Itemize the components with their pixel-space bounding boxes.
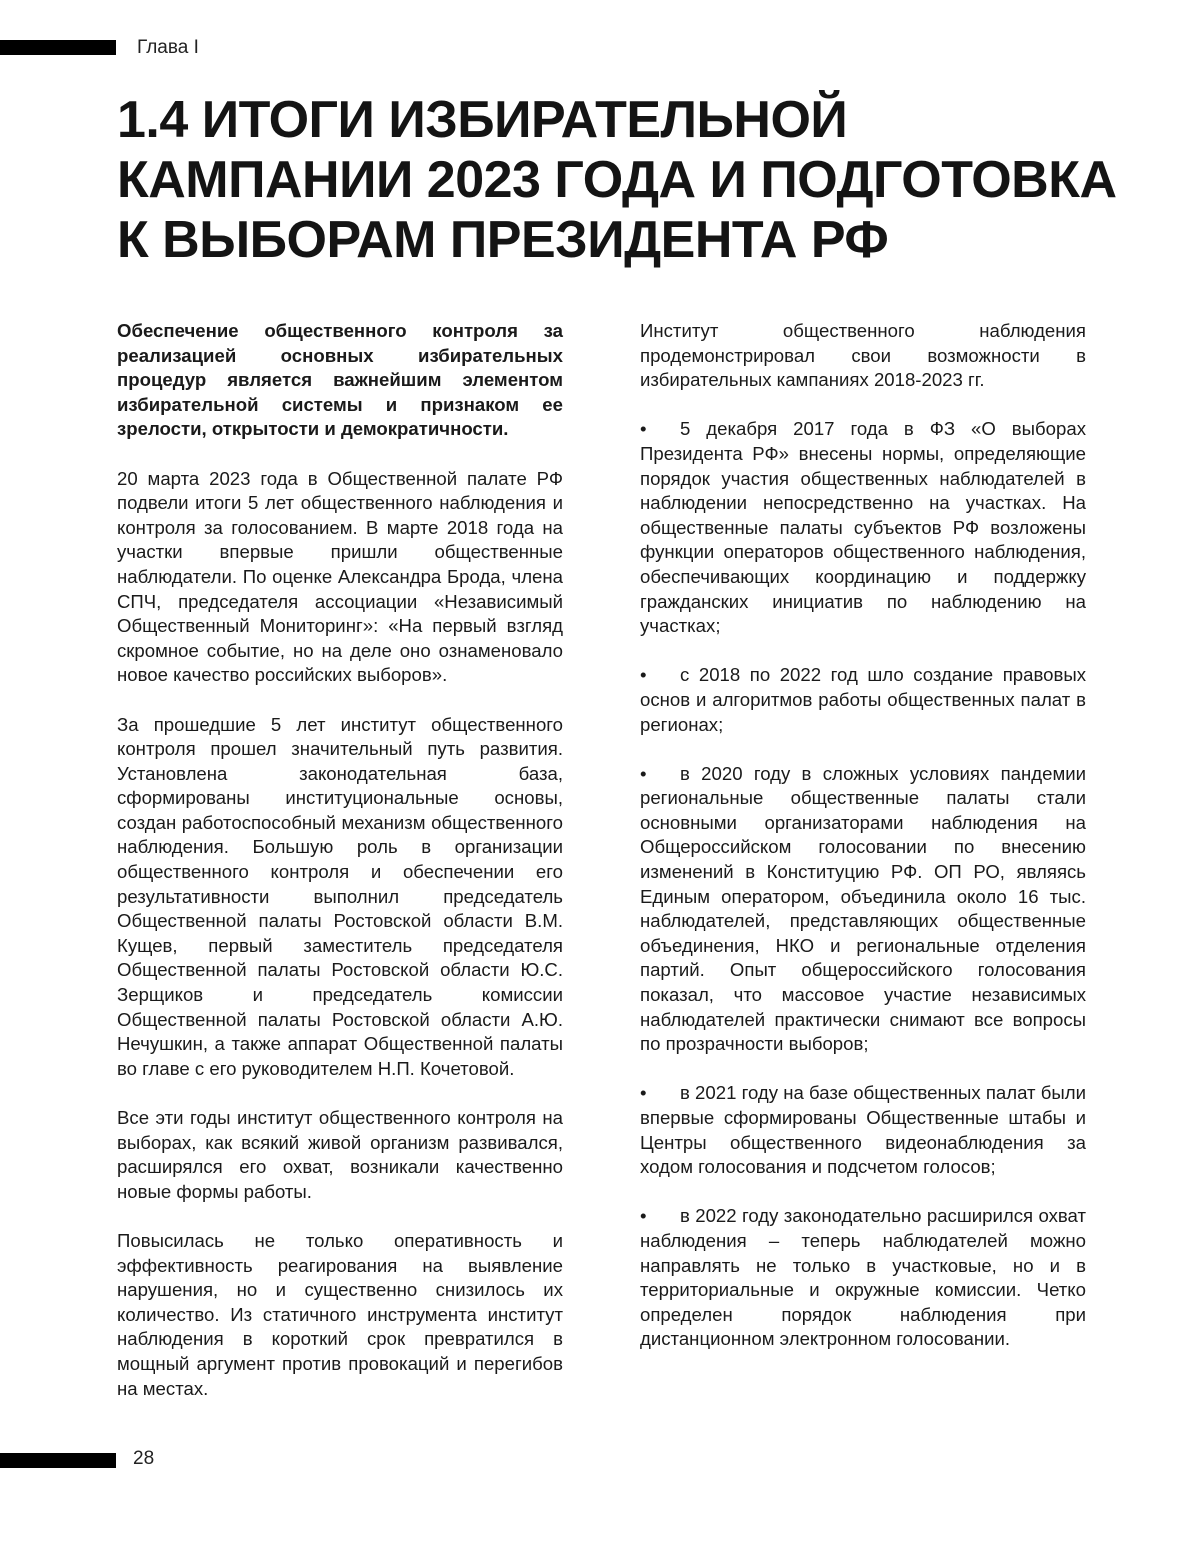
bullet-icon: • bbox=[640, 762, 647, 784]
list-item bbox=[640, 762, 1086, 1057]
body-paragraph: 20 марта 2023 года в Общественной палате РФ подвели итоги 5 лет общественного наблюдения и контроля за голосованием. В марте 2018 года на участки впервые пришли общественные наблюдатели. По оценке Александра Брода, члена СПЧ, председателя ассоциации «Независимый Общественный Мониторинг»: «На первый взгляд скромное событие, но на деле оно ознаменовало новое качество российских выборов». bbox=[117, 467, 563, 686]
lead-paragraph: Обеспечение общественного контроля за реализацией основных избирательных процедур является важнейшим элементом избирательной системы и признаком ее зрелости, открытости и демократичности. bbox=[117, 320, 563, 440]
page-number-bar bbox=[0, 1453, 116, 1468]
bullet-icon: • bbox=[640, 1082, 647, 1104]
body-paragraph: Все эти годы институт общественного контроля на выборах, как всякий живой организм развивался, расширялся его охват, возникали качественно новые формы работы. bbox=[117, 1107, 563, 1202]
list-item-text: 5 декабря 2017 года в ФЗ «О выборах Президента РФ» внесены нормы, определяющие порядок участия общественных наблюдателей в наблюдении непосредственно на участках. На общественные палаты субъектов РФ возложены функции операторов общественного наблюдения, обеспечивающих координацию и поддержку гражданских инициатив по наблюдению на участках; bbox=[640, 418, 1086, 637]
list-item-text: в 2021 году на базе общественных палат были впервые сформированы Общественные штабы и Центры общественного видеонаблюдения за ходом голосования и подсчетом голосов; bbox=[640, 1082, 1086, 1178]
list-item-text: с 2018 по 2022 год шло создание правовых основ и алгоритмов работы общественных палат в регионах; bbox=[640, 664, 1086, 735]
section-title: 1.4 ИТОГИ ИЗБИРАТЕЛЬНОЙ КАМПАНИИ 2023 ГОДА И ПОДГОТОВКА К ВЫБОРАМ ПРЕЗИДЕНТА РФ bbox=[117, 91, 1117, 269]
milestones-list bbox=[640, 417, 1086, 1352]
list-item bbox=[640, 663, 1086, 737]
list-item-text: в 2022 году законодательно расширился охват наблюдения – теперь наблюдателей можно направлять не только в участковые, но и в территориальные и окружные комиссии. Четко определен порядок наблюдения при дистанционном электронном голосовании. bbox=[640, 1205, 1086, 1350]
list-item bbox=[640, 1204, 1086, 1352]
body-paragraph: За прошедшие 5 лет институт общественного контроля прошел значительный путь развития. Установлена законодательная база, сформированы институциональные основы, создан работоспособный механизм общественного наблюдения. Большую роль в организации общественного контроля и обеспечении его результативности выполнил председатель Общественной палаты Ростовской области В.М. Кущев, первый заместитель председателя Общественной палаты Ростовской области Ю.С. Зерщиков и председатель комиссии Общественной палаты Ростовской области А.Ю. Нечушкин, а также аппарат Общественной палаты во главе с его руководителем Н.П. Кочетовой. bbox=[117, 713, 563, 1079]
chapter-marker-bar bbox=[0, 40, 116, 55]
list-item-text: в 2020 году в сложных условиях пандемии региональные общественные палаты стали основными организаторами наблюдения на Общероссийском голосовании по внесению изменений в Конституцию РФ. ОП РО, являясь Единым оператором, объединила около 16 тыс. наблюдателей, представляющих общественные объединения, НКО и региональные отделения партий. Опыт общероссийского голосования показал, что массовое участие независимых наблюдателей практически снимают все вопросы по прозрачности выборов; bbox=[640, 762, 1086, 1055]
right-column bbox=[640, 319, 1086, 1377]
bullet-icon: • bbox=[640, 664, 647, 686]
chapter-label: Глава I bbox=[137, 37, 199, 58]
list-item bbox=[640, 417, 1086, 638]
left-column bbox=[117, 319, 563, 1426]
intro-paragraph: Институт общественного наблюдения продемонстрировал свои возможности в избирательных кампаниях 2018-2023 гг. bbox=[640, 320, 1086, 391]
bullet-icon: • bbox=[640, 418, 647, 440]
body-paragraph: Повысилась не только оперативность и эффективность реагирования на выявление нарушения, но и существенно снизилось их количество. Из статичного инструмента институт наблюдения в короткий срок превратился в мощный аргумент против провокаций и перегибов на местах. bbox=[117, 1229, 563, 1399]
list-item bbox=[640, 1081, 1086, 1179]
page-number: 28 bbox=[133, 1448, 155, 1469]
bullet-icon: • bbox=[640, 1205, 647, 1227]
